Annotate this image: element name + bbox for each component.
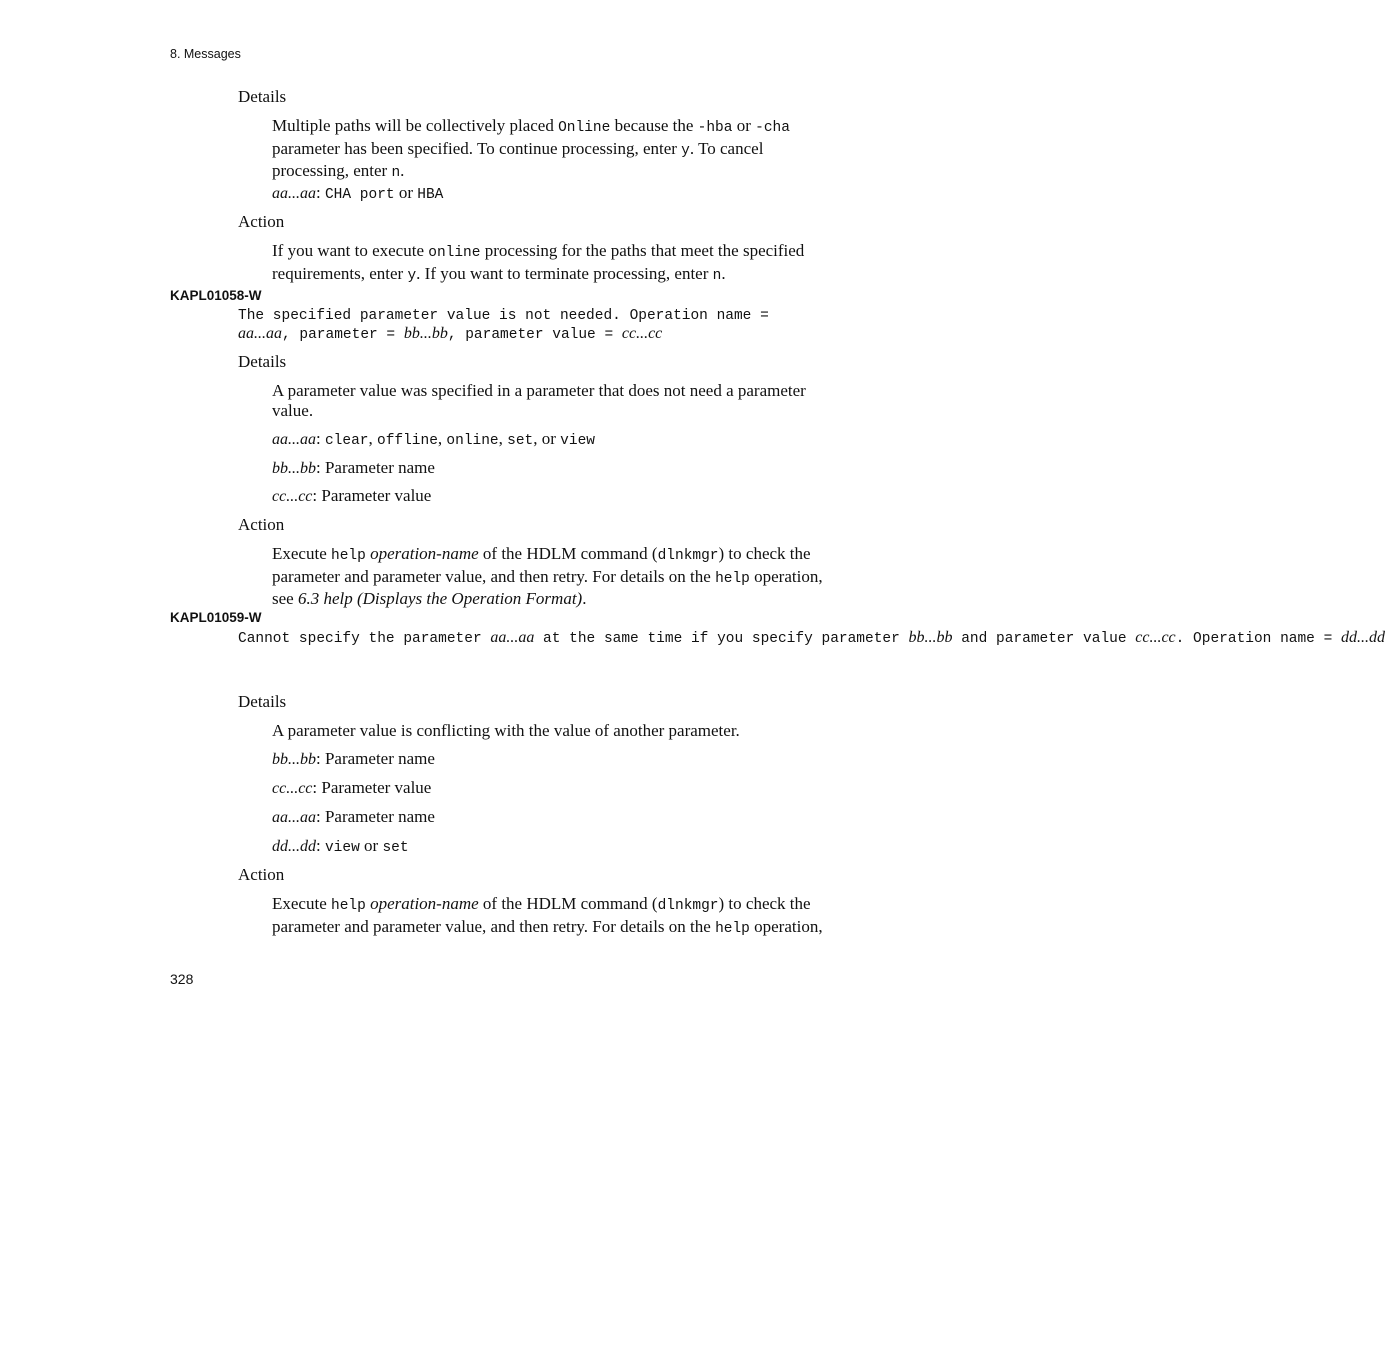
details-paragraph: A parameter value is conflicting with the value of another parameter. [272, 721, 740, 740]
page-number: 328 [170, 971, 194, 987]
message-text: The specified parameter value is not needed. Operation name = aa...aa, parameter = bb...bb, parameter value = cc...cc [238, 308, 769, 343]
variable-line: aa...aa: clear, offline, online, set, or view [272, 429, 595, 449]
message-id: KAPL01058-W [170, 288, 262, 303]
variable-line: bb...bb: Parameter name [272, 749, 435, 768]
details-heading: Details [238, 87, 287, 106]
action-paragraph: Execute help operation-name of the HDLM command (dlnkmgr) to check the parameter and parameter value, and then retry. For details on the help operation, see 6.3 help (Displays the Operation Format). [272, 544, 823, 608]
variable-line: aa...aa: CHA port or HBA [272, 183, 444, 203]
section-reference-link[interactable]: 6.3 help (Displays the Operation Format) [297, 589, 583, 608]
action-paragraph: Execute help operation-name of the HDLM command (dlnkmgr) to check the parameter and parameter value, and then retry. For details on the help operation, [272, 894, 823, 937]
message-id: KAPL01059-W [170, 610, 262, 625]
details-heading: Details [238, 352, 287, 371]
variable-line: cc...cc: Parameter value [272, 778, 432, 797]
details-paragraph: Multiple paths will be collectively placed Online because the -hba or -cha parameter has been specified. To continue processing, enter y. To cancel processing, enter n. [272, 116, 790, 181]
action-heading: Action [238, 515, 285, 534]
running-header: 8. Messages [170, 47, 241, 61]
action-heading: Action [238, 865, 285, 884]
message-text: Cannot specify the parameter aa...aa at the same time if you specify parameter bb...bb and parameter value cc...cc. Operation name = dd...dd [238, 629, 1385, 647]
action-paragraph: If you want to execute online processing for the paths that meet the specified requirements, enter y. If you want to terminate processing, enter n. [272, 241, 805, 284]
variable-line: dd...dd: view or set [272, 836, 409, 856]
variable-line: aa...aa: Parameter name [272, 807, 435, 826]
details-paragraph: A parameter value was specified in a parameter that does not need a parameter value. [272, 381, 806, 420]
action-heading: Action [238, 212, 285, 231]
variable-line: bb...bb: Parameter name [272, 458, 435, 477]
variable-line: cc...cc: Parameter value [272, 486, 432, 505]
details-heading: Details [238, 692, 287, 711]
